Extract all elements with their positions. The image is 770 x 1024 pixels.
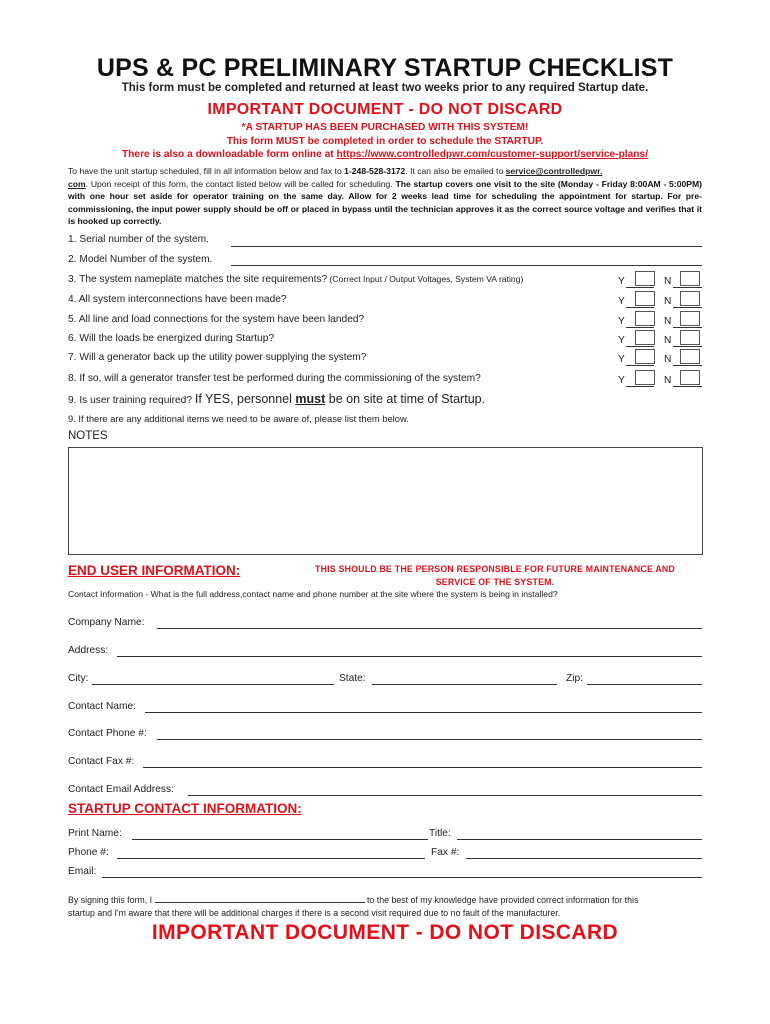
responsible-notice-line1: THIS SHOULD BE THE PERSON RESPONSIBLE FOR FUTURE MAINTENANCE AND (315, 564, 675, 574)
print-name-field[interactable] (132, 839, 428, 840)
fax-number: 1-248-528-3172 (344, 166, 406, 176)
question-interconnections: 4. All system interconnections have been made? (68, 294, 287, 305)
yes-label-generator: Y (618, 354, 625, 365)
yes-underline-connections (626, 327, 654, 328)
city-label: City: (68, 673, 89, 684)
question-training-must: must (295, 392, 326, 406)
intro-paragraph (68, 165, 702, 228)
serial-number-field[interactable] (231, 246, 702, 247)
yes-checkbox-interconnections[interactable] (635, 291, 655, 306)
city-field[interactable] (92, 684, 334, 685)
no-underline-loads (673, 346, 702, 347)
title-label: Title: (429, 828, 451, 839)
no-underline-interconnections (673, 307, 702, 308)
no-label-transfer-test: N (664, 375, 672, 386)
notes-textarea[interactable] (68, 447, 703, 555)
startup-contact-heading: STARTUP CONTACT INFORMATION: (68, 801, 302, 816)
phone-field[interactable] (117, 858, 425, 859)
no-label-connections: N (664, 316, 672, 327)
question-transfer-test: 8. If so, will a generator transfer test be performed during the commissioning of the system? (68, 373, 481, 384)
startup-purchased-notice: *A STARTUP HAS BEEN PURCHASED WITH THIS SYSTEM! (241, 122, 529, 133)
question-connections: 5. All line and load connections for the system have been landed? (68, 314, 365, 325)
no-underline-connections (673, 327, 702, 328)
yes-label-interconnections: Y (618, 296, 625, 307)
contact-email-field[interactable] (188, 795, 702, 796)
contact-phone-field[interactable] (157, 739, 702, 740)
yes-label-transfer-test: Y (618, 375, 625, 386)
no-underline-transfer-test (673, 386, 702, 387)
no-checkbox-nameplate[interactable] (680, 271, 700, 286)
yes-underline-interconnections (626, 307, 654, 308)
no-label-nameplate: N (664, 276, 672, 287)
no-label-generator: N (664, 354, 672, 365)
signature-name-field[interactable] (155, 893, 365, 903)
signature-text-1: to the best of my knowledge have provided correct information for this (364, 895, 639, 905)
service-email-link[interactable]: service@controlledpwr. (505, 166, 603, 176)
question-nameplate-note: (Correct Input / Output Voltages, System VA rating) (327, 274, 524, 284)
no-checkbox-connections[interactable] (680, 311, 700, 326)
company-name-field[interactable] (157, 628, 702, 629)
question-loads: 6. Will the loads be energized during Startup? (68, 333, 275, 344)
question-serial: 1. Serial number of the system. (68, 234, 209, 245)
yes-checkbox-transfer-test[interactable] (635, 370, 655, 385)
no-checkbox-interconnections[interactable] (680, 291, 700, 306)
state-label: State: (339, 673, 366, 684)
service-email-link-cont[interactable]: com (68, 178, 86, 189)
model-number-field[interactable] (231, 265, 702, 266)
no-label-interconnections: N (664, 296, 672, 307)
responsible-notice (287, 563, 703, 589)
end-user-heading: END USER INFORMATION: (68, 563, 241, 578)
yes-underline-transfer-test (626, 386, 654, 387)
company-name-label: Company Name: (68, 617, 145, 628)
yes-checkbox-connections[interactable] (635, 311, 655, 326)
question-model: 2. Model Number of the system. (68, 254, 213, 265)
intro-bold-text: The startup covers one visit to the site (Monday - Friday 8:00AM - 5:00PM) with one hour set aside for operator training on the same day. Allow for 2 weeks lead time for scheduling the appointment for startup. For pre-commissioning, the input power supply should be off or placed in bypass until the technician approves it as the correct source voltage and verifies that it is hooked up correctly. (68, 178, 703, 227)
contact-phone-label: Contact Phone #: (68, 728, 147, 739)
question-nameplate (68, 274, 523, 285)
phone-label: Phone #: (68, 847, 109, 858)
yes-underline-generator (626, 365, 654, 366)
yes-underline-nameplate (626, 287, 654, 288)
yes-checkbox-generator[interactable] (635, 349, 655, 364)
no-checkbox-generator[interactable] (680, 349, 700, 364)
page-title: UPS & PC PRELIMINARY STARTUP CHECKLIST (96, 54, 674, 82)
contact-email-label: Contact Email Address: (68, 784, 174, 795)
fax-field[interactable] (466, 858, 702, 859)
zip-label: Zip: (566, 673, 583, 684)
must-complete-notice: This form MUST be completed in order to schedule the STARTUP. (226, 136, 544, 147)
notes-label: NOTES (68, 430, 108, 442)
question-generator: 7. Will a generator back up the utility power supplying the system? (68, 352, 367, 363)
address-field[interactable] (117, 656, 702, 657)
question-additional: 9. If there are any additional items we need to be aware of, please list them below. (68, 413, 409, 424)
title-field[interactable] (457, 839, 702, 840)
contact-fax-label: Contact Fax #: (68, 756, 135, 767)
address-label: Address: (68, 645, 109, 656)
responsible-notice-line2: SERVICE OF THE SYSTEM. (435, 577, 555, 587)
intro-text-1: To have the unit startup scheduled, fill in all information below and fax to (68, 166, 345, 176)
page-subtitle: This form must be completed and returned at least two weeks prior to any required Startup date. (121, 82, 649, 94)
contact-fax-field[interactable] (143, 767, 702, 768)
yes-underline-loads (626, 346, 654, 347)
download-link[interactable]: https://www.controlledpwr.com/customer-support/service-plans/ (336, 149, 649, 160)
contact-name-field[interactable] (145, 712, 702, 713)
fax-label: Fax #: (431, 847, 460, 858)
no-underline-generator (673, 365, 702, 366)
zip-field[interactable] (587, 684, 702, 685)
email-field[interactable] (102, 877, 702, 878)
question-training-end: be on site at time of Startup. (325, 392, 486, 406)
download-notice (0, 149, 770, 160)
download-notice-text: There is also a downloadable form online at (121, 149, 337, 160)
yes-label-loads: Y (618, 335, 625, 346)
signature-prefix: By signing this form, I (68, 895, 155, 905)
question-training-mid: If YES, personnel (194, 392, 296, 406)
yes-checkbox-nameplate[interactable] (635, 271, 655, 286)
question-nameplate-text: 3. The system nameplate matches the site requirements? (68, 274, 328, 285)
yes-label-nameplate: Y (618, 276, 625, 287)
important-banner-top: IMPORTANT DOCUMENT - DO NOT DISCARD (207, 101, 563, 118)
yes-label-connections: Y (618, 316, 625, 327)
state-field[interactable] (372, 684, 557, 685)
intro-text-2: . It can also be emailed to (405, 166, 506, 176)
important-banner-bottom: IMPORTANT DOCUMENT - DO NOT DISCARD (151, 921, 619, 944)
no-label-loads: N (664, 335, 672, 346)
signature-text-2: startup and I'm aware that there will be additional charges if there is a second visit required due to no fault of the manufacturer. (68, 908, 561, 918)
contact-info-instructions: Contact Information - What is the full address,contact name and phone number at the site where the system is being in installed? (68, 589, 558, 599)
contact-name-label: Contact Name: (68, 701, 136, 712)
intro-text-3: . Upon receipt of this form, the contact listed below will be called for scheduling. (85, 178, 396, 189)
signature-statement (68, 893, 702, 920)
yes-checkbox-loads[interactable] (635, 330, 655, 345)
email-label: Email: (68, 866, 97, 877)
print-name-label: Print Name: (68, 828, 122, 839)
no-underline-nameplate (673, 287, 702, 288)
no-checkbox-transfer-test[interactable] (680, 370, 700, 385)
no-checkbox-loads[interactable] (680, 330, 700, 345)
question-training-text: 9. Is user training required? (68, 395, 195, 406)
question-training (68, 392, 485, 406)
